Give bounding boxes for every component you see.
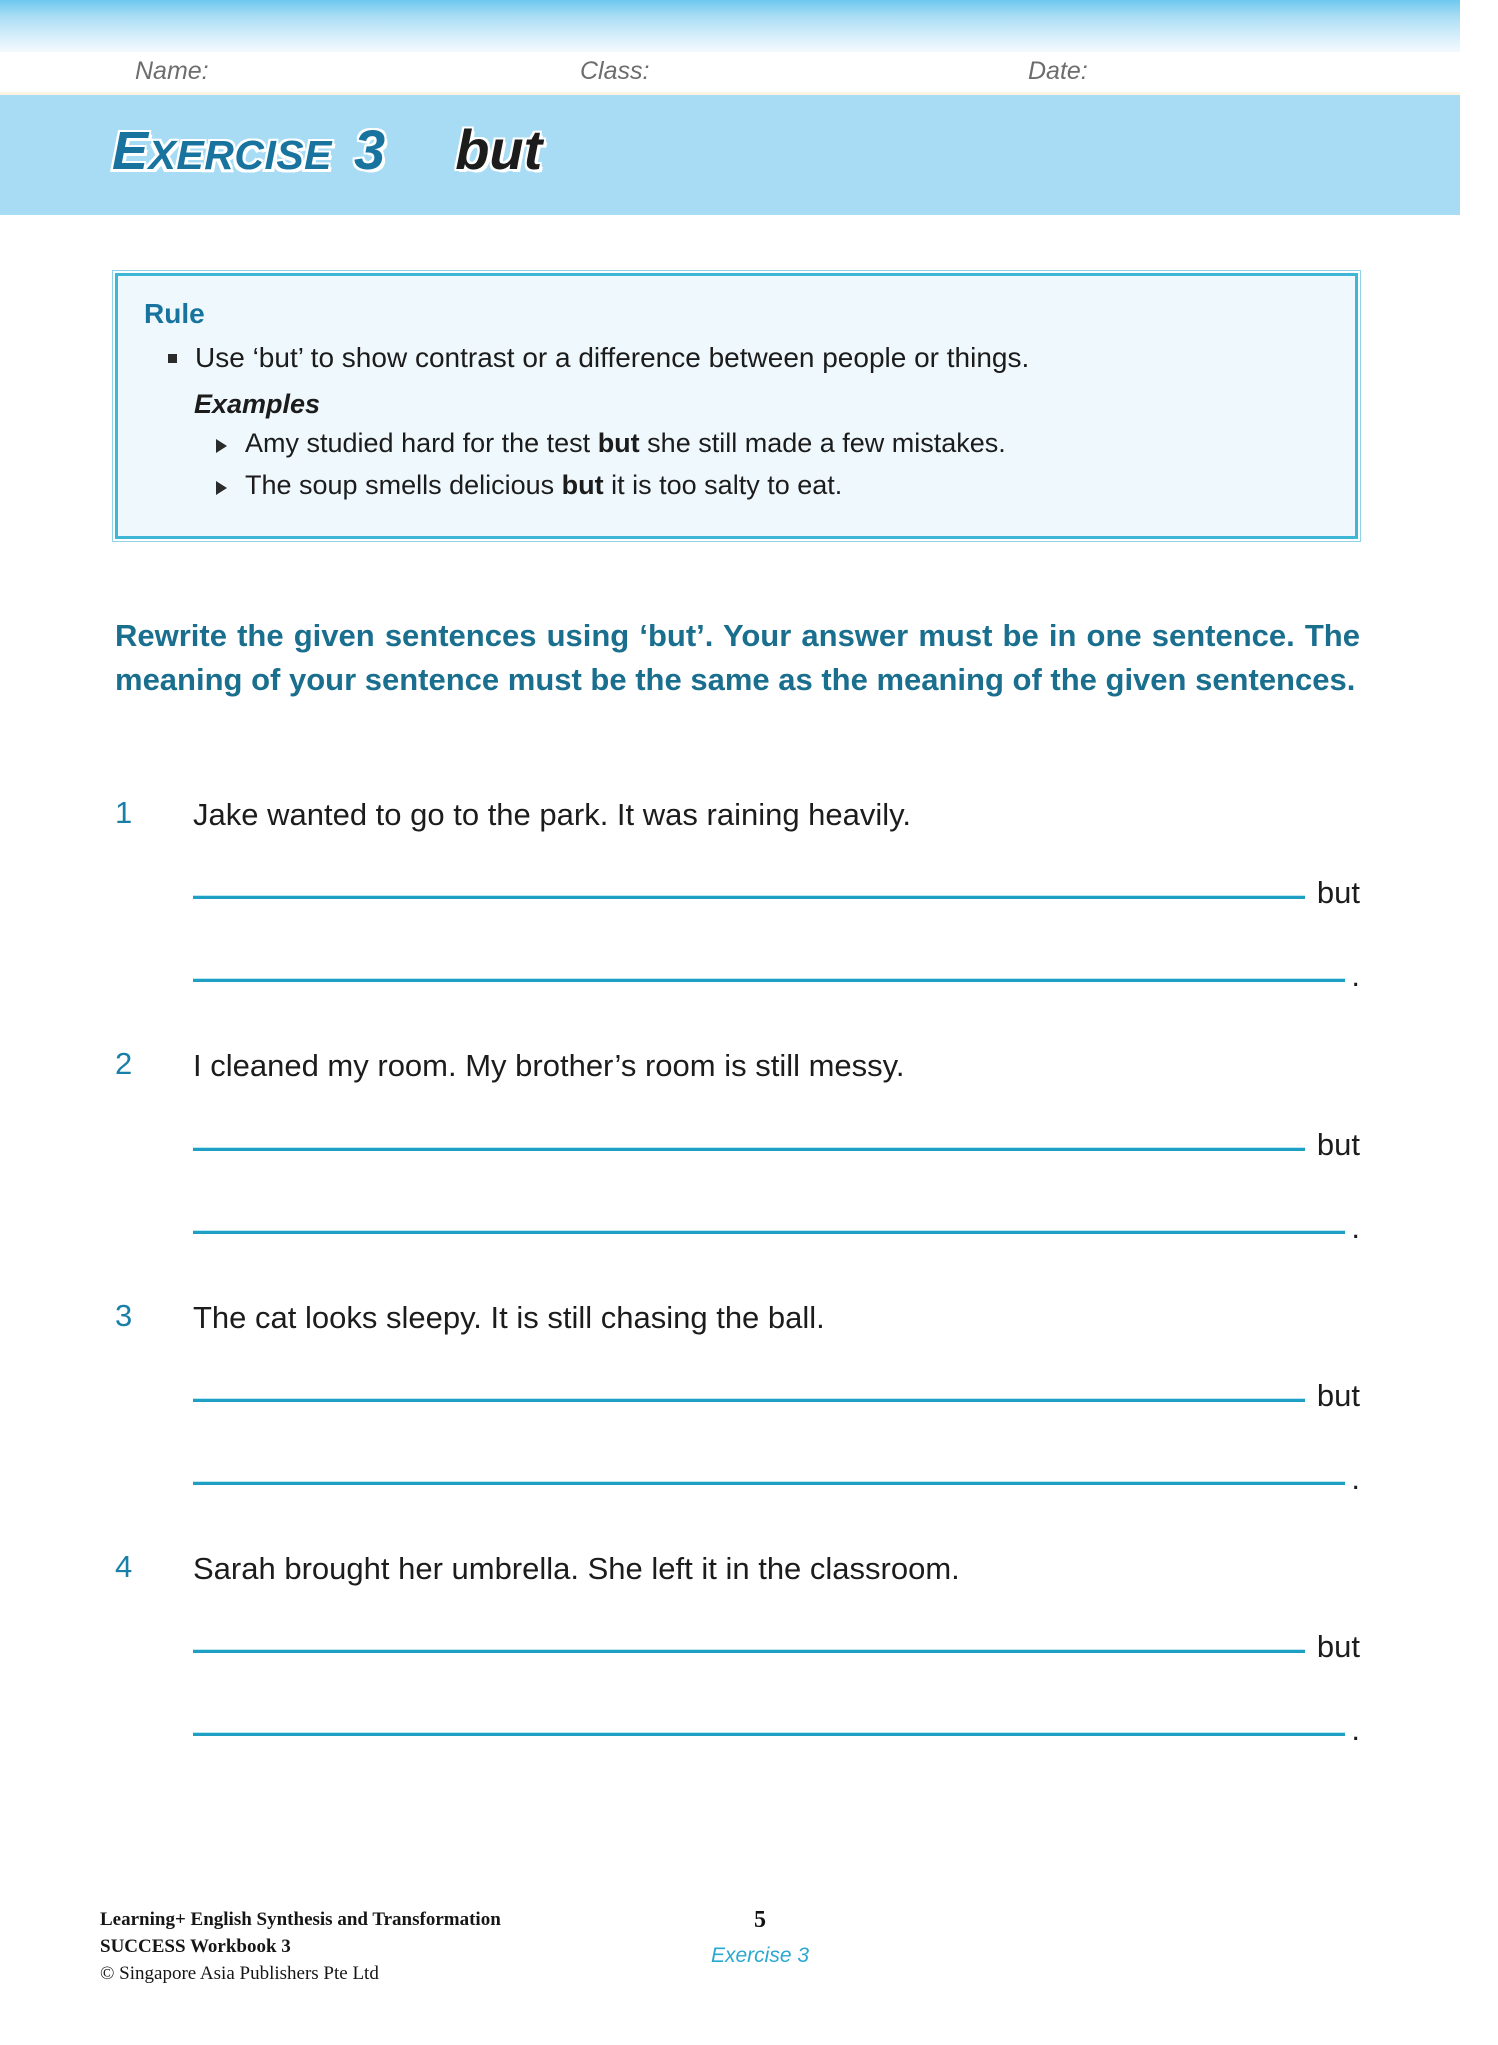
question-text: The cat looks sleepy. It is still chasing the ball. bbox=[193, 1299, 825, 1335]
student-info-row bbox=[0, 52, 1460, 92]
example-item bbox=[216, 468, 1329, 504]
answer-line-tail: but bbox=[1316, 1126, 1360, 1162]
question-number: 4 bbox=[115, 1548, 133, 1584]
answer-row-first[interactable] bbox=[193, 875, 1360, 911]
answer-row-second[interactable] bbox=[193, 1460, 1360, 1496]
page-footer bbox=[100, 1907, 1380, 1987]
triangle-bullet-icon bbox=[216, 481, 227, 495]
answer-row-second[interactable] bbox=[193, 1209, 1360, 1245]
question-number: 1 bbox=[115, 795, 133, 830]
question-header bbox=[115, 1549, 1360, 1589]
example-text-before: Amy studied hard for the test bbox=[245, 427, 598, 458]
answer-line[interactable] bbox=[193, 978, 1345, 982]
example-text-after: it is too salty to eat. bbox=[603, 469, 843, 500]
question-number: 3 bbox=[115, 1297, 133, 1333]
footer-publisher-info bbox=[100, 1907, 501, 1988]
triangle-bullet-icon bbox=[216, 439, 227, 453]
exercise-number: 3 bbox=[354, 118, 386, 181]
question-header bbox=[115, 1298, 1360, 1338]
answer-line[interactable] bbox=[193, 895, 1305, 899]
answer-line[interactable] bbox=[193, 1481, 1345, 1485]
answer-line-tail: . bbox=[1351, 1209, 1360, 1245]
footer-line-title: Learning+ English Synthesis and Transformation bbox=[100, 1909, 501, 1930]
example-item bbox=[216, 426, 1329, 462]
answer-line[interactable] bbox=[193, 1230, 1345, 1234]
answer-line[interactable] bbox=[193, 1147, 1305, 1151]
footer-line-copyright: © Singapore Asia Publishers Pte Ltd bbox=[100, 1962, 379, 1984]
question-number: 2 bbox=[115, 1046, 133, 1082]
example-keyword: but bbox=[597, 427, 640, 458]
name-label: Name: bbox=[135, 57, 209, 85]
answer-line-tail: . bbox=[1351, 1460, 1360, 1496]
answer-line-tail: but bbox=[1316, 1377, 1360, 1413]
rule-box-title: Rule bbox=[144, 298, 205, 329]
rule-statement: Use ‘but’ to show contrast or a difference between people or things. bbox=[195, 342, 1030, 373]
example-keyword: but bbox=[561, 469, 604, 500]
answer-line-tail: . bbox=[1351, 958, 1360, 994]
example-text-after: she still made a few mistakes. bbox=[639, 427, 1006, 458]
answer-line[interactable] bbox=[193, 1649, 1305, 1653]
page-number: 5 bbox=[754, 1907, 766, 1933]
answer-row-second[interactable] bbox=[193, 958, 1360, 994]
exercise-word-capital: E bbox=[112, 121, 149, 181]
exercise-word-rest: XERCISE bbox=[148, 132, 333, 178]
question-block bbox=[115, 795, 1360, 994]
exercise-topic: but bbox=[455, 118, 543, 181]
answer-line[interactable] bbox=[193, 1732, 1345, 1736]
exercise-title bbox=[112, 117, 542, 182]
question-text: Sarah brought her umbrella. She left it in the classroom. bbox=[193, 1550, 960, 1586]
examples-label: Examples bbox=[194, 388, 321, 419]
exercise-word bbox=[112, 120, 332, 182]
question-block bbox=[115, 1046, 1360, 1245]
answer-line-tail: but bbox=[1316, 1629, 1360, 1665]
footer-exercise-label: Exercise 3 bbox=[710, 1944, 810, 1967]
answer-row-first[interactable] bbox=[193, 1377, 1360, 1413]
square-bullet-icon bbox=[168, 354, 177, 363]
questions-list bbox=[115, 795, 1360, 1800]
answer-line-tail: but bbox=[1316, 875, 1360, 911]
answer-row-first[interactable] bbox=[193, 1629, 1360, 1665]
example-text-before: The soup smells delicious bbox=[245, 469, 562, 500]
question-text: I cleaned my room. My brother’s room is still messy. bbox=[193, 1048, 905, 1084]
answer-row-first[interactable] bbox=[193, 1126, 1360, 1162]
instruction-text: Rewrite the given sentences using ‘but’. Your answer must be in one sentence. The meaning of your sentence must be the same as the meaning of the given sentences. bbox=[115, 618, 1360, 698]
example-sentence bbox=[245, 426, 1006, 462]
date-label: Date: bbox=[1028, 57, 1088, 85]
top-gradient-band bbox=[0, 0, 1460, 58]
footer-line-workbook: SUCCESS Workbook 3 bbox=[100, 1935, 291, 1957]
rule-box bbox=[115, 273, 1358, 539]
question-block bbox=[115, 1548, 1360, 1748]
question-text: Jake wanted to go to the park. It was raining heavily. bbox=[193, 797, 911, 832]
answer-line[interactable] bbox=[193, 1398, 1305, 1402]
question-header bbox=[115, 795, 1360, 835]
answer-line-tail: . bbox=[1351, 1712, 1360, 1748]
class-label: Class: bbox=[580, 57, 650, 85]
footer-page-info bbox=[660, 1907, 860, 1968]
answer-row-second[interactable] bbox=[193, 1712, 1360, 1748]
question-block bbox=[115, 1298, 1360, 1494]
rule-bullet-item bbox=[168, 340, 1329, 377]
exercise-title-band bbox=[0, 95, 1460, 215]
example-sentence bbox=[245, 468, 842, 504]
question-header bbox=[115, 1046, 1360, 1086]
